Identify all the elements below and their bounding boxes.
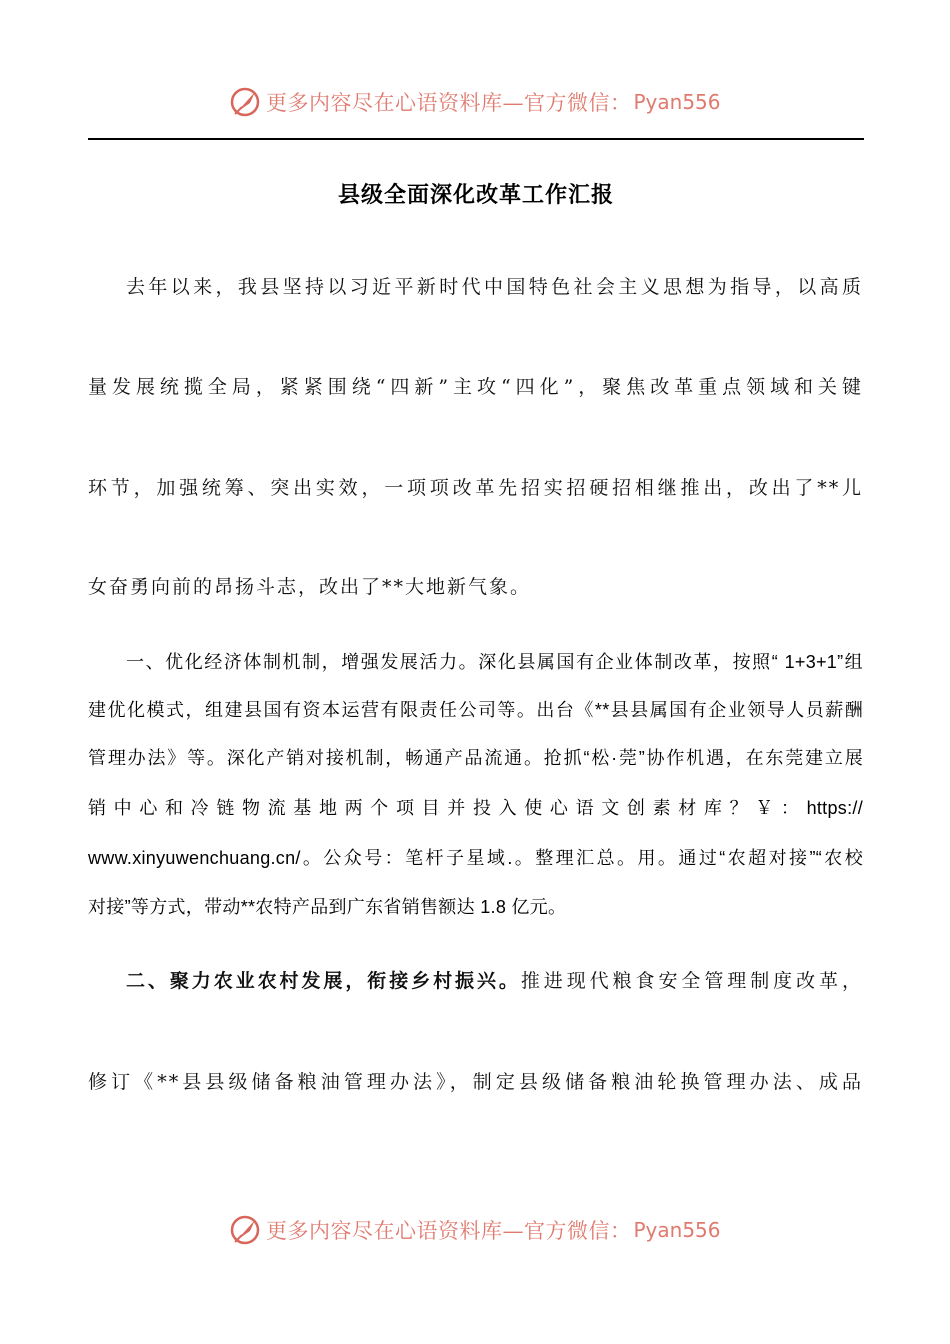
paragraph-1-line: 量发展统揽全局，紧紧围绕“四新”主攻“四化”，聚焦改革重点领域和关键: [88, 376, 863, 398]
wechat-id: Pyan556: [633, 90, 721, 114]
footer-watermark: [228, 1210, 721, 1250]
section-heading: 二、聚力农业农村发展，衔接乡村振兴。: [126, 970, 521, 992]
paragraph-3-text: 推进现代粮食安全管理制度改革，: [520, 970, 863, 992]
quill-logo-icon: [228, 85, 262, 119]
quill-logo-icon: [228, 1213, 262, 1247]
paragraph-2-line: 对接”等方式，带动**农特产品到广东省销售额达 1.8 亿元。: [88, 897, 567, 917]
header-watermark: [228, 82, 721, 122]
paragraph-2-line: 建优化模式，组建县国有资本运营有限责任公司等。出台《**县县属国有企业领导人员薪酬: [88, 700, 863, 720]
paragraph-1-line: 女奋勇向前的昂扬斗志，改出了**大地新气象。: [88, 576, 532, 598]
paragraph-2-line: 管理办法》等。深化产销对接机制，畅通产品流通。抢抓“松·莞”协作机遇，在东莞建立展: [88, 748, 863, 768]
paragraph-3-line: [88, 966, 863, 996]
watermark-text: 更多内容尽在心语资料库—官方微信：: [266, 1219, 632, 1243]
paragraph-2-line: 销中心和冷链物流基地两个项目并投入使心语文创素材库？￥：https://: [88, 798, 863, 818]
wechat-id: Pyan556: [633, 1218, 721, 1242]
paragraph-2-line: 一、优化经济体制机制，增强发展活力。深化县属国有企业体制改革，按照“ 1+3+1”组: [126, 652, 863, 672]
paragraph-3-line: 修订《**县县级储备粮油管理办法》，制定县级储备粮油轮换管理办法、成品: [88, 1071, 863, 1093]
document-title: 县级全面深化改革工作汇报: [337, 183, 614, 208]
paragraph-1-line: 去年以来，我县坚持以习近平新时代中国特色社会主义思想为指导，以高质: [126, 276, 863, 298]
header-rule: [88, 138, 864, 140]
paragraph-2-line: www.xinyuwenchuang.cn/。公众号：笔杆子星域.。整理汇总。用。通过“农超对接”“农校: [88, 848, 863, 868]
watermark-text: 更多内容尽在心语资料库—官方微信：: [266, 91, 632, 115]
paragraph-1-line: 环节，加强统筹、突出实效，一项项改革先招实招硬招相继推出，改出了**儿: [88, 477, 863, 499]
